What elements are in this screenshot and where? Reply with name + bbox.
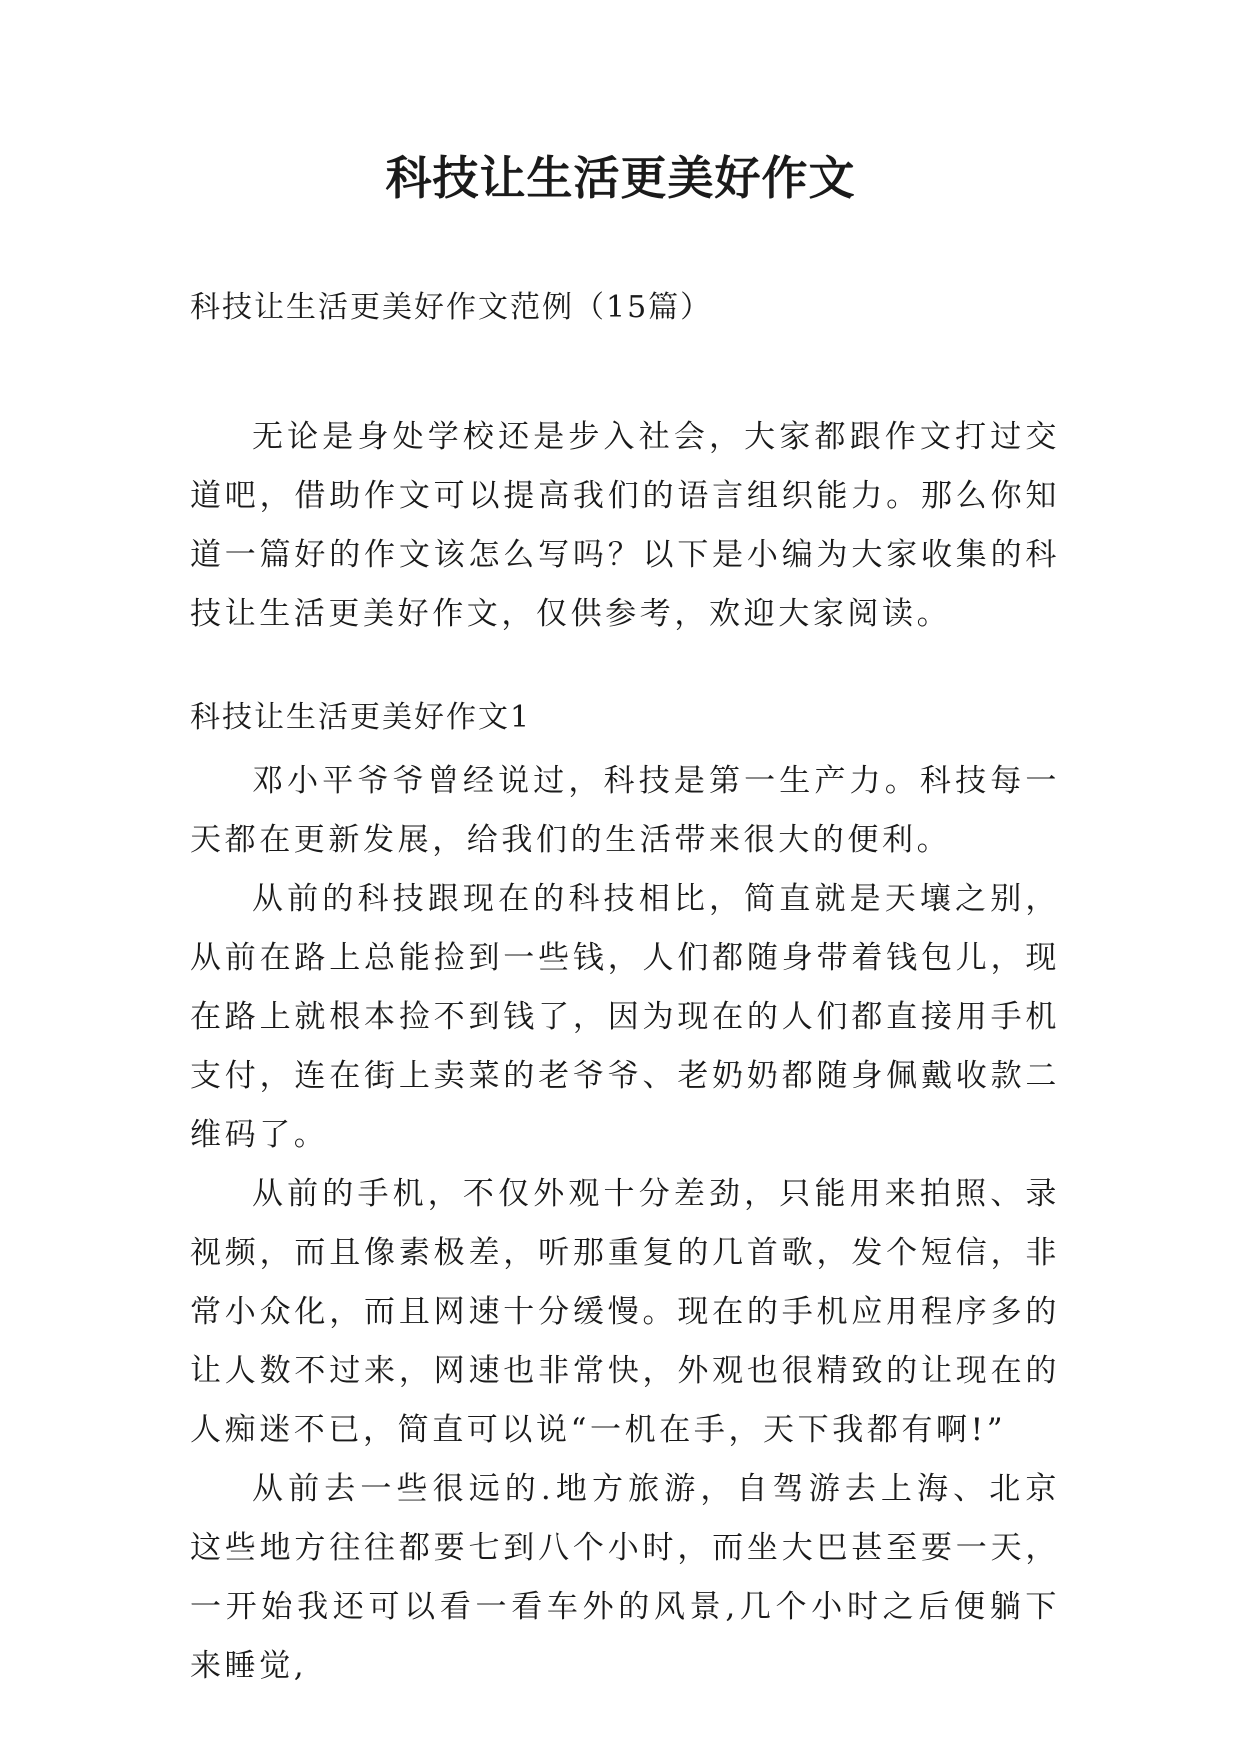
essay-paragraph: 从前的科技跟现在的科技相比，简直就是天壤之别，从前在路上总能捡到一些钱，人们都随身带着钱包儿，现在路上就根本捡不到钱了，因为现在的人们都直接用手机支付，连在街上卖菜的老爷爷、老奶奶都随身佩戴收款二维码了。 (190, 881, 1060, 1153)
section-heading: 科技让生活更美好作文1 (190, 700, 532, 735)
document-subtitle: 科技让生活更美好作文范例（15篇） (190, 290, 713, 325)
intro-paragraph: 无论是身处学校还是步入社会，大家都跟作文打过交道吧，借助作文可以提高我们的语言组织能力。那么你知道一篇好的作文该怎么写吗？以下是小编为大家收集的科技让生活更美好作文，仅供参考，欢迎大家阅读。 (190, 419, 1060, 632)
document-title: 科技让生活更美好作文 (385, 151, 856, 205)
essay-paragraph: 从前去一些很远的.地方旅游，自驾游去上海、北京这些地方往往都要七到八个小时，而坐大巴甚至要一天，一开始我还可以看一看车外的风景,几个小时之后便躺下来睡觉, (190, 1471, 1060, 1684)
essay-body (190, 752, 1060, 1696)
essay-paragraph: 邓小平爷爷曾经说过，科技是第一生产力。科技每一天都在更新发展，给我们的生活带来很大的便利。 (190, 763, 1060, 858)
essay-paragraph: 从前的手机，不仅外观十分差劲，只能用来拍照、录视频，而且像素极差，听那重复的几首歌，发个短信，非常小众化，而且网速十分缓慢。现在的手机应用程序多的让人数不过来，网速也非常快，外观也很精致的让现在的人痴迷不已，简直可以说“一机在手，天下我都有啊!” (190, 1176, 1060, 1448)
intro-block (190, 408, 1060, 644)
